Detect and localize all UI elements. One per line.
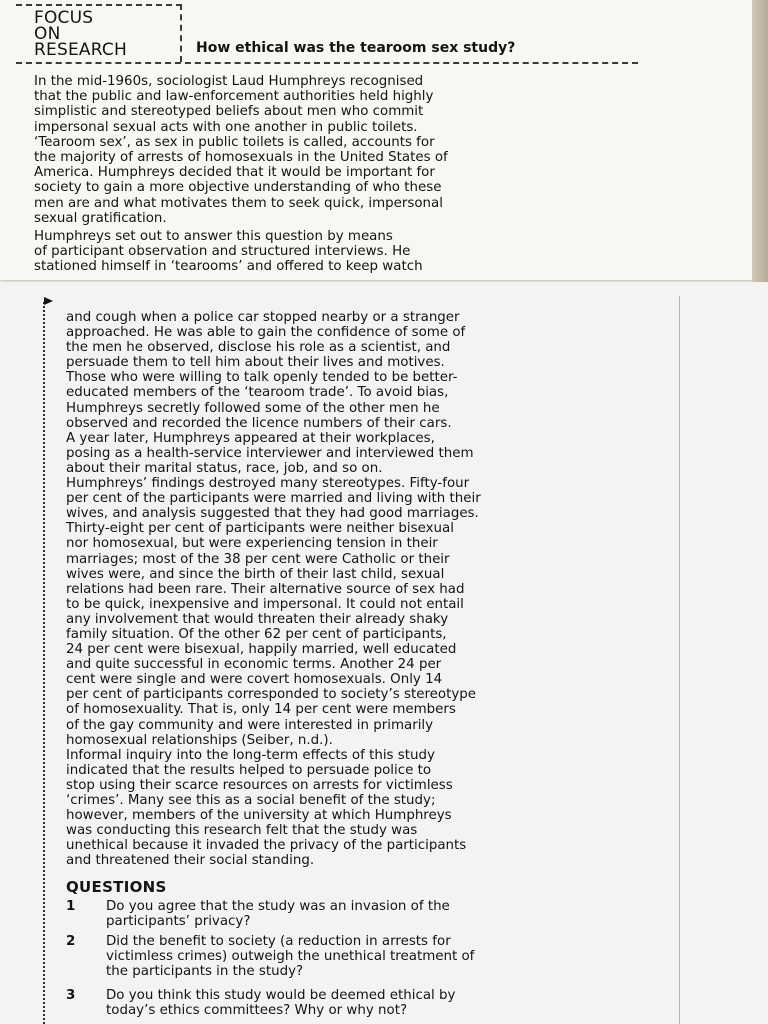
question-text: Do you agree that the study was an invasion of the participants’ privacy?: [106, 899, 450, 930]
paragraph-method: Humphreys set out to answer this question by means of participant observation and structured interviews. He stationed himself in ‘tearooms’ and offered to keep watch: [34, 229, 423, 275]
focus-on-research-box: [16, 4, 182, 62]
questions-heading: QUESTIONS: [66, 878, 167, 896]
paragraph-intro: In the mid-1960s, sociologist Laud Humphreys recognised that the public and law-enforcement authorities held highly simplistic and stereotyped beliefs about men who commit impersonal sexual acts with one another in public toilets. ‘Tearoom sex’, as sex in public toilets is called, accounts for the majority of arrests of homosexuals in the United States of America. Humphreys decided that it would be important for society to gain a more objective understanding of who these men are and what motivates them to seek quick, impersonal sexual gratification.: [34, 74, 448, 226]
margin-rule: [679, 296, 680, 1024]
question-number: 3: [66, 988, 76, 1003]
heading-divider: [16, 62, 638, 64]
question-text: Did the benefit to society (a reduction in arrests for victimless crimes) outweigh the unethical treatment of the participants in the study?: [106, 934, 475, 980]
paragraph-continued: and cough when a police car stopped nearby or a stranger approached. He was able to gain the confidence of some of the men he observed, disclose his role as a scientist, and persuade them to tell him about their lives and motives. Those who were willing to talk openly tended to be better- educated members of the ‘tearoom trade’. To avoid bias, Humphreys secretly followed some of the other men he observed and recorded the licence numbers of their cars. A year later, Humphreys appeared at their workplaces, posing as a health-service interviewer and interviewed them about their marital status, race, job, and so on. Humphreys’ findings destroyed many stereotypes. Fifty-four per cent of the participants were married and living with their wives, and analysis suggested that they had good marriages. Thirty-eight per cent of participants were neither bisexual nor homosexual, but were experiencing tension in their marriages; most of the 38 per cent were Catholic or their wives were, and since the birth of their last child, sexual relations had been rare. Their alternative source of sex had to be quick, inexpensive and impersonal. It could not entail any involvement that would threaten their already shaky family situation. Of the other 62 per cent of participants, 24 per cent were bisexual, happily married, well educated and quite successful in economic terms. Another 24 per cent were single and were covert homosexuals. Only 14 per cent of participants corresponded to society’s stereotype of homosexuality. That is, only 14 per cent were members of the gay community and were interested in primarily homosexual relationships (Seiber, n.d.). Informal inquiry into the long-term effects of this study indicated that the results helped to persuade police to stop using their scarce resources on arrests for victimless ‘crimes’. Many see this as a social benefit of the study; however, members of the university at which Humphreys was conducting this research felt that the study was unethical because it invaded the privacy of the participants and threatened their social standing.: [66, 310, 481, 869]
question-number: 2: [66, 934, 76, 949]
flag-marker-icon: [44, 297, 53, 305]
question-text: Do you think this study would be deemed ethical by today’s ethics committees? Why or why not?: [106, 988, 456, 1019]
question-number: 1: [66, 899, 76, 914]
focus-on-research-label: FOCUS ON RESEARCH: [34, 8, 127, 60]
background-edge: [752, 0, 768, 282]
article-title: How ethical was the tearoom sex study?: [196, 40, 516, 56]
margin-dotted-line: [43, 302, 45, 1024]
